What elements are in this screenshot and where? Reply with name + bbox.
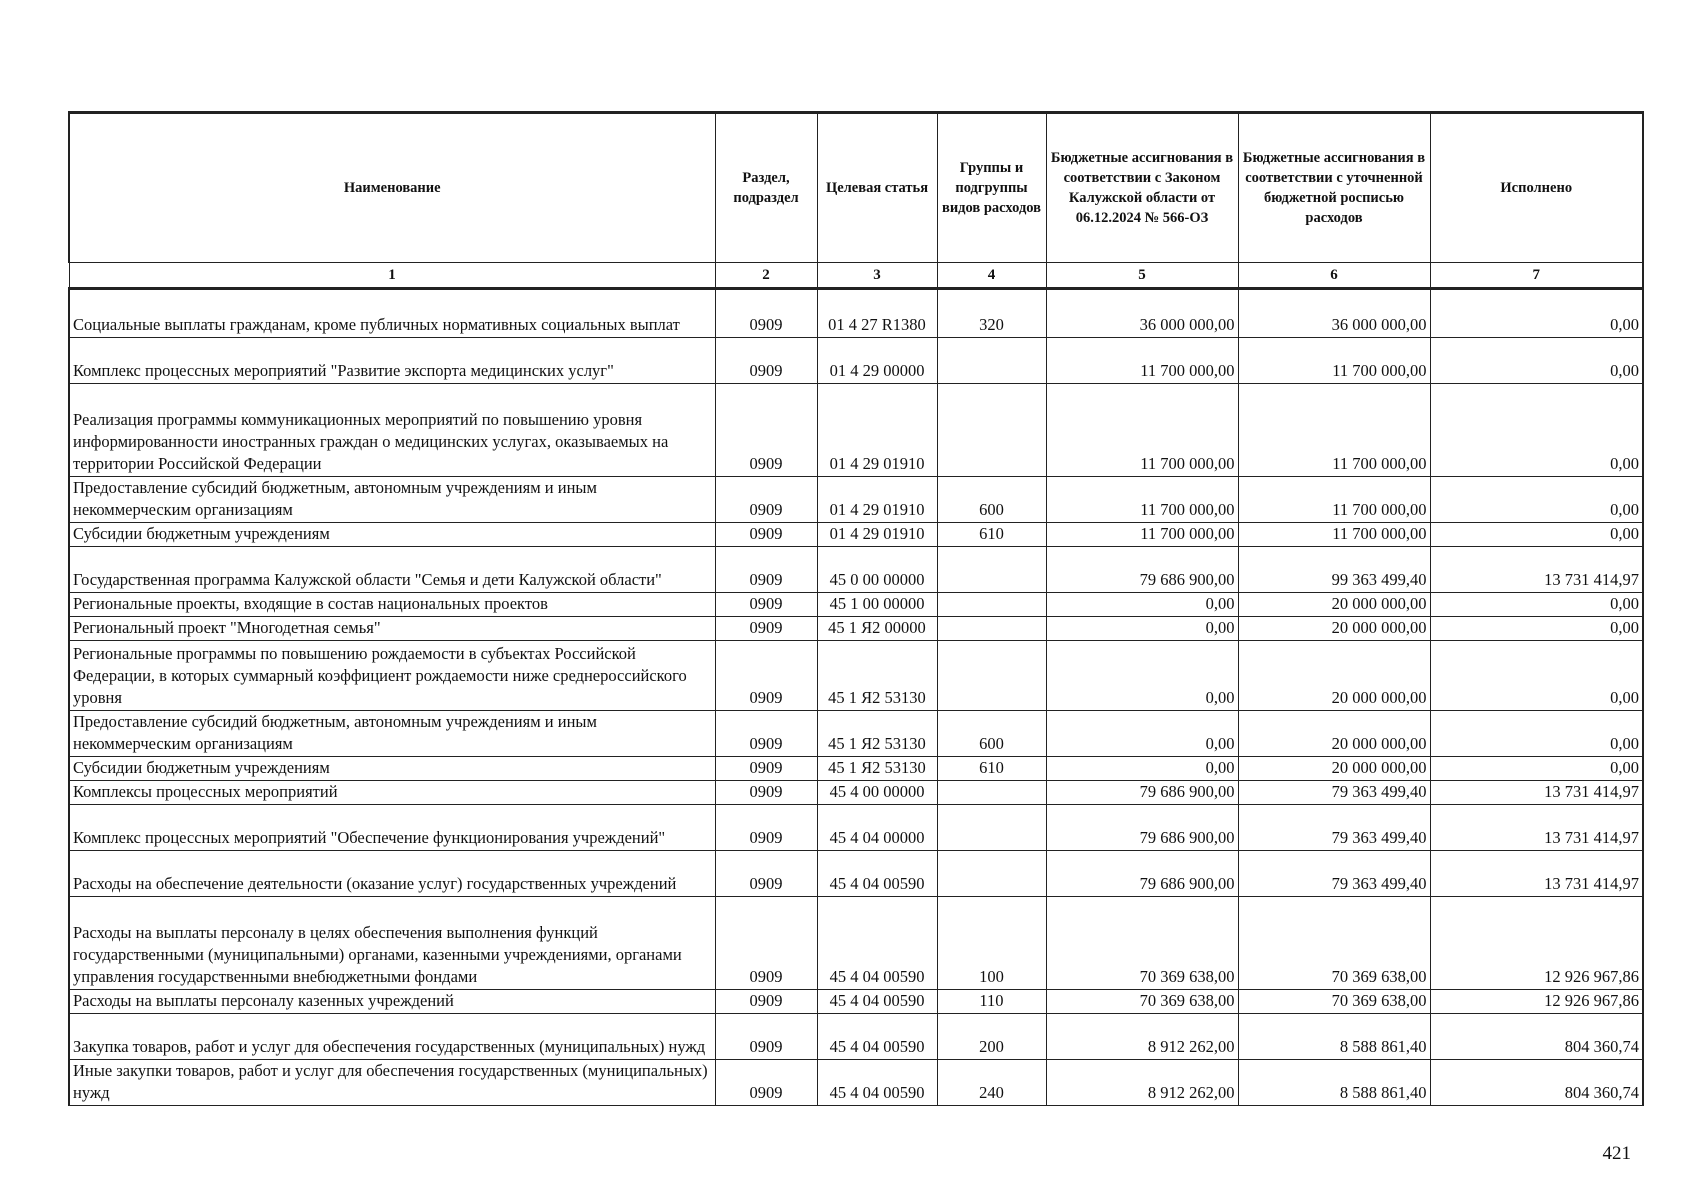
row-refined-allocation: 20 000 000,00 bbox=[1238, 593, 1430, 617]
row-refined-allocation: 70 369 638,00 bbox=[1238, 990, 1430, 1014]
table-row bbox=[69, 523, 1643, 547]
row-executed: 0,00 bbox=[1430, 289, 1643, 338]
row-name: Комплекс процессных мероприятий "Обеспечение функционирования учреждений" bbox=[69, 805, 715, 851]
row-executed: 0,00 bbox=[1430, 477, 1643, 523]
row-law-allocation: 11 700 000,00 bbox=[1046, 477, 1238, 523]
row-law-allocation: 8 912 262,00 bbox=[1046, 1060, 1238, 1106]
row-group bbox=[937, 547, 1046, 593]
row-name: Региональные проекты, входящие в состав национальных проектов bbox=[69, 593, 715, 617]
row-law-allocation: 11 700 000,00 bbox=[1046, 384, 1238, 477]
table-row bbox=[69, 851, 1643, 897]
row-name: Закупка товаров, работ и услуг для обеспечения государственных (муниципальных) нужд bbox=[69, 1014, 715, 1060]
row-section: 0909 bbox=[715, 641, 817, 711]
row-law-allocation: 11 700 000,00 bbox=[1046, 523, 1238, 547]
table-row bbox=[69, 781, 1643, 805]
table-row bbox=[69, 289, 1643, 338]
row-article: 45 4 00 00000 bbox=[817, 781, 937, 805]
row-law-allocation: 0,00 bbox=[1046, 617, 1238, 641]
row-group bbox=[937, 805, 1046, 851]
table-row bbox=[69, 990, 1643, 1014]
row-article: 45 1 Я2 00000 bbox=[817, 617, 937, 641]
row-executed: 0,00 bbox=[1430, 384, 1643, 477]
header-row bbox=[69, 113, 1643, 263]
row-section: 0909 bbox=[715, 617, 817, 641]
row-law-allocation: 11 700 000,00 bbox=[1046, 338, 1238, 384]
row-group: 610 bbox=[937, 523, 1046, 547]
row-group: 610 bbox=[937, 757, 1046, 781]
row-executed: 0,00 bbox=[1430, 593, 1643, 617]
row-refined-allocation: 11 700 000,00 bbox=[1238, 477, 1430, 523]
column-number: 5 bbox=[1046, 263, 1238, 289]
row-section: 0909 bbox=[715, 547, 817, 593]
row-refined-allocation: 20 000 000,00 bbox=[1238, 757, 1430, 781]
row-refined-allocation: 11 700 000,00 bbox=[1238, 384, 1430, 477]
row-group: 100 bbox=[937, 897, 1046, 990]
table-row bbox=[69, 338, 1643, 384]
row-name: Региональные программы по повышению рождаемости в субъектах Российской Федерации, в которых суммарный коэффициент рождаемости ниже среднероссийского уровня bbox=[69, 641, 715, 711]
row-group bbox=[937, 593, 1046, 617]
row-law-allocation: 79 686 900,00 bbox=[1046, 805, 1238, 851]
row-section: 0909 bbox=[715, 990, 817, 1014]
row-refined-allocation: 36 000 000,00 bbox=[1238, 289, 1430, 338]
row-refined-allocation: 79 363 499,40 bbox=[1238, 805, 1430, 851]
row-group: 600 bbox=[937, 711, 1046, 757]
row-group bbox=[937, 338, 1046, 384]
row-section: 0909 bbox=[715, 757, 817, 781]
table-row bbox=[69, 641, 1643, 711]
row-article: 01 4 29 01910 bbox=[817, 523, 937, 547]
row-article: 01 4 29 00000 bbox=[817, 338, 937, 384]
table-row bbox=[69, 1014, 1643, 1060]
row-law-allocation: 36 000 000,00 bbox=[1046, 289, 1238, 338]
row-refined-allocation: 99 363 499,40 bbox=[1238, 547, 1430, 593]
row-executed: 13 731 414,97 bbox=[1430, 781, 1643, 805]
row-name: Иные закупки товаров, работ и услуг для обеспечения государственных (муниципальных) нужд bbox=[69, 1060, 715, 1106]
table-row bbox=[69, 757, 1643, 781]
row-name: Социальные выплаты гражданам, кроме публичных нормативных социальных выплат bbox=[69, 289, 715, 338]
row-article: 01 4 29 01910 bbox=[817, 384, 937, 477]
header-section: Раздел, подраздел bbox=[715, 113, 817, 263]
row-section: 0909 bbox=[715, 477, 817, 523]
row-name: Государственная программа Калужской области "Семья и дети Калужской области" bbox=[69, 547, 715, 593]
header-name: Наименование bbox=[69, 113, 715, 263]
row-executed: 12 926 967,86 bbox=[1430, 897, 1643, 990]
row-section: 0909 bbox=[715, 338, 817, 384]
row-name: Комплекс процессных мероприятий "Развитие экспорта медицинских услуг" bbox=[69, 338, 715, 384]
row-refined-allocation: 8 588 861,40 bbox=[1238, 1060, 1430, 1106]
table-row bbox=[69, 711, 1643, 757]
row-name: Комплексы процессных мероприятий bbox=[69, 781, 715, 805]
row-article: 45 1 Я2 53130 bbox=[817, 711, 937, 757]
row-law-allocation: 0,00 bbox=[1046, 757, 1238, 781]
row-article: 45 4 04 00590 bbox=[817, 1014, 937, 1060]
row-section: 0909 bbox=[715, 384, 817, 477]
row-name: Расходы на обеспечение деятельности (оказание услуг) государственных учреждений bbox=[69, 851, 715, 897]
row-name: Предоставление субсидий бюджетным, автономным учреждениям и иным некоммерческим организациям bbox=[69, 711, 715, 757]
budget-table bbox=[68, 111, 1644, 1106]
row-section: 0909 bbox=[715, 805, 817, 851]
row-executed: 13 731 414,97 bbox=[1430, 547, 1643, 593]
row-group: 320 bbox=[937, 289, 1046, 338]
row-executed: 0,00 bbox=[1430, 617, 1643, 641]
row-group bbox=[937, 781, 1046, 805]
row-article: 45 4 04 00590 bbox=[817, 1060, 937, 1106]
budget-sheet bbox=[68, 111, 1642, 1106]
column-number: 7 bbox=[1430, 263, 1643, 289]
header-groups: Группы и подгруппы видов расходов bbox=[937, 113, 1046, 263]
row-group bbox=[937, 641, 1046, 711]
row-refined-allocation: 20 000 000,00 bbox=[1238, 711, 1430, 757]
row-law-allocation: 70 369 638,00 bbox=[1046, 897, 1238, 990]
row-group bbox=[937, 851, 1046, 897]
row-executed: 13 731 414,97 bbox=[1430, 805, 1643, 851]
row-executed: 13 731 414,97 bbox=[1430, 851, 1643, 897]
row-group: 110 bbox=[937, 990, 1046, 1014]
row-executed: 0,00 bbox=[1430, 711, 1643, 757]
row-law-allocation: 70 369 638,00 bbox=[1046, 990, 1238, 1014]
header-law-allocation: Бюджетные ассигнования в соответствии с Законом Калужской области от 06.12.2024 № 566-ОЗ bbox=[1046, 113, 1238, 263]
row-section: 0909 bbox=[715, 523, 817, 547]
table-row bbox=[69, 384, 1643, 477]
row-law-allocation: 79 686 900,00 bbox=[1046, 851, 1238, 897]
header-refined-allocation: Бюджетные ассигнования в соответствии с уточненной бюджетной росписью расходов bbox=[1238, 113, 1430, 263]
row-name: Реализация программы коммуникационных мероприятий по повышению уровня информированности иностранных граждан о медицинских услугах, оказываемых на территории Российской Федерации bbox=[69, 384, 715, 477]
row-law-allocation: 79 686 900,00 bbox=[1046, 547, 1238, 593]
row-article: 01 4 29 01910 bbox=[817, 477, 937, 523]
row-refined-allocation: 20 000 000,00 bbox=[1238, 641, 1430, 711]
row-name: Субсидии бюджетным учреждениям bbox=[69, 523, 715, 547]
row-refined-allocation: 11 700 000,00 bbox=[1238, 338, 1430, 384]
row-name: Региональный проект "Многодетная семья" bbox=[69, 617, 715, 641]
row-name: Субсидии бюджетным учреждениям bbox=[69, 757, 715, 781]
row-executed: 12 926 967,86 bbox=[1430, 990, 1643, 1014]
row-name: Расходы на выплаты персоналу казенных учреждений bbox=[69, 990, 715, 1014]
table-row bbox=[69, 1060, 1643, 1106]
row-section: 0909 bbox=[715, 593, 817, 617]
page-number: 421 bbox=[1602, 1143, 1631, 1164]
row-article: 45 4 04 00590 bbox=[817, 897, 937, 990]
row-refined-allocation: 8 588 861,40 bbox=[1238, 1014, 1430, 1060]
row-section: 0909 bbox=[715, 289, 817, 338]
table-row bbox=[69, 897, 1643, 990]
table-row bbox=[69, 805, 1643, 851]
row-executed: 0,00 bbox=[1430, 757, 1643, 781]
column-number: 6 bbox=[1238, 263, 1430, 289]
row-section: 0909 bbox=[715, 711, 817, 757]
row-executed: 0,00 bbox=[1430, 641, 1643, 711]
row-law-allocation: 0,00 bbox=[1046, 593, 1238, 617]
table-row bbox=[69, 617, 1643, 641]
row-refined-allocation: 79 363 499,40 bbox=[1238, 781, 1430, 805]
row-executed: 0,00 bbox=[1430, 338, 1643, 384]
row-name: Расходы на выплаты персоналу в целях обеспечения выполнения функций государственными (муниципальными) органами, казенными учреждениями, органами управления государственными внебюджетными фондами bbox=[69, 897, 715, 990]
table-row bbox=[69, 593, 1643, 617]
row-group bbox=[937, 617, 1046, 641]
row-section: 0909 bbox=[715, 897, 817, 990]
row-law-allocation: 0,00 bbox=[1046, 711, 1238, 757]
row-article: 45 1 00 00000 bbox=[817, 593, 937, 617]
row-group: 600 bbox=[937, 477, 1046, 523]
row-group: 200 bbox=[937, 1014, 1046, 1060]
column-number: 3 bbox=[817, 263, 937, 289]
row-executed: 804 360,74 bbox=[1430, 1014, 1643, 1060]
row-section: 0909 bbox=[715, 781, 817, 805]
row-article: 45 1 Я2 53130 bbox=[817, 641, 937, 711]
row-article: 45 4 04 00590 bbox=[817, 851, 937, 897]
row-refined-allocation: 79 363 499,40 bbox=[1238, 851, 1430, 897]
row-refined-allocation: 70 369 638,00 bbox=[1238, 897, 1430, 990]
header-executed: Исполнено bbox=[1430, 113, 1643, 263]
row-article: 45 1 Я2 53130 bbox=[817, 757, 937, 781]
row-group: 240 bbox=[937, 1060, 1046, 1106]
row-article: 45 4 04 00590 bbox=[817, 990, 937, 1014]
row-law-allocation: 8 912 262,00 bbox=[1046, 1014, 1238, 1060]
row-law-allocation: 0,00 bbox=[1046, 641, 1238, 711]
column-number: 2 bbox=[715, 263, 817, 289]
row-article: 45 4 04 00000 bbox=[817, 805, 937, 851]
row-refined-allocation: 11 700 000,00 bbox=[1238, 523, 1430, 547]
table-row bbox=[69, 547, 1643, 593]
table-row bbox=[69, 477, 1643, 523]
row-executed: 804 360,74 bbox=[1430, 1060, 1643, 1106]
row-refined-allocation: 20 000 000,00 bbox=[1238, 617, 1430, 641]
row-article: 01 4 27 R1380 bbox=[817, 289, 937, 338]
column-number-row bbox=[69, 263, 1643, 289]
row-executed: 0,00 bbox=[1430, 523, 1643, 547]
row-section: 0909 bbox=[715, 851, 817, 897]
column-number: 1 bbox=[69, 263, 715, 289]
row-name: Предоставление субсидий бюджетным, автономным учреждениям и иным некоммерческим организациям bbox=[69, 477, 715, 523]
row-section: 0909 bbox=[715, 1014, 817, 1060]
row-law-allocation: 79 686 900,00 bbox=[1046, 781, 1238, 805]
column-number: 4 bbox=[937, 263, 1046, 289]
header-article: Целевая статья bbox=[817, 113, 937, 263]
row-group bbox=[937, 384, 1046, 477]
row-article: 45 0 00 00000 bbox=[817, 547, 937, 593]
row-section: 0909 bbox=[715, 1060, 817, 1106]
